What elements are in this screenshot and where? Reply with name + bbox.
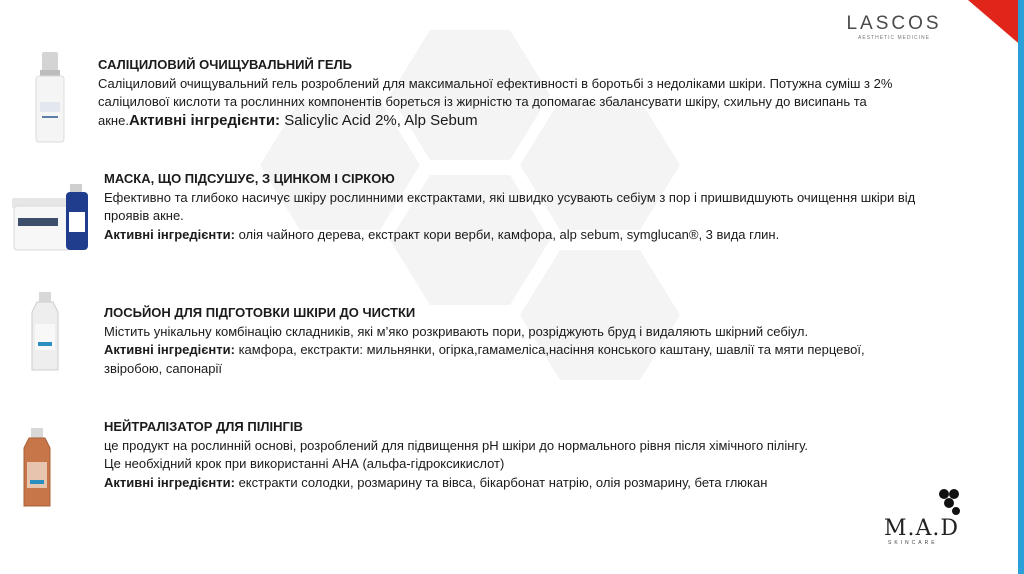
neutralizer-bottle-image [20, 428, 54, 508]
product-description-2: Це необхідний крок при використанні АНА (альфа-гідроксикислот) [104, 456, 505, 471]
mad-hexagon-icon [936, 488, 962, 516]
gel-bottle-image [28, 52, 72, 144]
product-description: Ефективно та глибоко насичує шкіру рослинними екстрактами, які швидко усувають себіум з пор і пришвидшують очищення шкіри від проявів акне. [104, 189, 916, 223]
product-active [104, 474, 924, 493]
lotion-bottle-image [28, 292, 62, 372]
brand-name: LASCOS [846, 13, 942, 34]
product-description: це продукт на рослинній основі, розроблений для підвищення рН шкіри до нормального рівня після хімічного пілінгу. [104, 437, 808, 453]
active-value: Salicylic Acid 2%, Alp Sebum [280, 111, 478, 129]
product-title: ЛОСЬЙОН ДЛЯ ПІДГОТОВКИ ШКІРИ ДО ЧИСТКИ [104, 305, 416, 320]
active-label: Активні інгредієнти: [104, 342, 235, 357]
lascos-logo [846, 14, 942, 41]
product-neutralizer [104, 418, 924, 492]
active-label: Активні інгредієнти: [104, 226, 235, 242]
active-label: Активні інгредієнти: [104, 474, 235, 490]
brand-tagline: AESTHETIC MEDICINE [858, 35, 930, 41]
product-description: Саліциловий очищувальний гель розроблений для максимальної ефективності в боротьбі з недоліками шкіри. Потужна суміш з 2% саліцилової кислоти та рослинних компонентів бореться із жирністю та допомагає збалансувати шкіру, схильну до висипань та акне.Активні інгредієнти: Salicylic Acid 2%, Alp Sebum [98, 75, 893, 129]
mask-jar-image [10, 184, 94, 256]
product-lotion [104, 304, 924, 378]
active-label: Активні інгредієнти: [128, 111, 281, 129]
active-value: екстракти солодки, розмарину та вівса, бікарбонат натрію, олія розмарину, бета глюкан [234, 474, 768, 490]
product-active [104, 341, 924, 378]
mad-sub: SKINCARE [888, 540, 938, 546]
active-value: олія чайного дерева, екстракт кори верби, камфора, alp sebum, symglucan®, 3 вида глин. [234, 226, 780, 242]
product-title: МАСКА, ЩО ПІДСУШУЄ, З ЦИНКОМ І СІРКОЮ [104, 171, 395, 186]
active-value: камфора, екстракти: мильнянки, огірка,гамамеліса,насіння конського каштану, шавлії та мяти перцевої, звіробою, сапонарії [104, 342, 865, 376]
product-title: НЕЙТРАЛІЗАТОР ДЛЯ ПІЛІНГІВ [104, 419, 303, 434]
mad-name: M.A.D [884, 516, 960, 541]
product-active [104, 226, 924, 245]
product-mask [104, 170, 924, 244]
product-description: Містить унікальну комбінацію складників, які м’яко розкривають пори, розріджують бруд і видаляють шкірний себіул. [104, 323, 809, 339]
product-gel [98, 56, 958, 130]
product-title: САЛІЦИЛОВИЙ ОЧИЩУВАЛЬНИЙ ГЕЛЬ [98, 57, 352, 72]
